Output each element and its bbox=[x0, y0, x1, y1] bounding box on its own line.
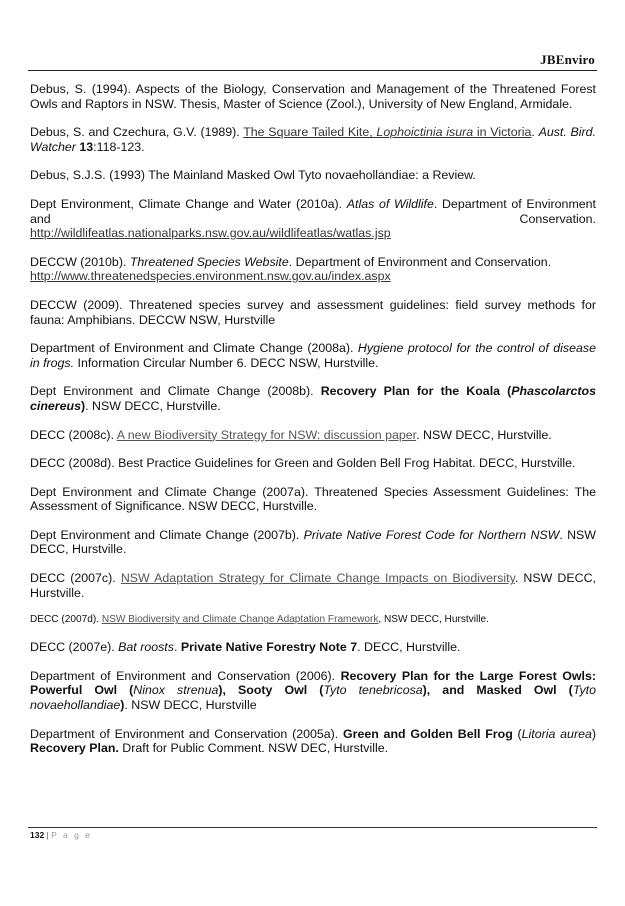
reference-item: DECC (2008d). Best Practice Guidelines for Green and Golden Bell Frog Habitat. DECC, Hurstville. bbox=[30, 456, 576, 471]
reference-item: Debus, S. and Czechura, G.V. (1989). The Square Tailed Kite, Lophoictinia isura in Victoria. Aust. Bird. Watcher 13:118-123. bbox=[30, 125, 597, 154]
reference-item: DECC (2007e). Bat roosts. Private Native Forestry Note 7. DECC, Hurstville. bbox=[30, 640, 461, 655]
footer-rule bbox=[28, 827, 597, 828]
header-rule bbox=[28, 70, 597, 71]
reference-list bbox=[30, 82, 596, 770]
reference-item: Department of Environment and Climate Change (2008a). Hygiene protocol for the control of disease in frogs. Information Circular Number 6. DECC NSW, Hurstville. bbox=[30, 341, 596, 370]
reference-link[interactable]: NSW Adaptation Strategy for Climate Change Impacts on Biodiversity bbox=[120, 571, 515, 586]
reference-item: Debus, S. (1994). Aspects of the Biology, Conservation and Management of the Threatened Forest Owls and Raptors in NSW. Thesis, Master of Science (Zool.), University of New England, Armidale. bbox=[30, 82, 596, 111]
reference-item: DECC (2008c). A new Biodiversity Strategy for NSW: discussion paper. NSW DECC, Hurstville. bbox=[30, 427, 552, 442]
reference-item: DECCW (2010b). Threatened Species Website. Department of Environment and Conservation. http://www.threatenedspecies.environment.nsw.gov.au/index.aspx bbox=[30, 254, 552, 284]
reference-url-link[interactable]: http://www.threatenedspecies.environment.nsw.gov.au/index.aspx bbox=[30, 269, 391, 284]
page-number: 132 bbox=[30, 830, 45, 840]
header-brand: JBEnviro bbox=[540, 52, 595, 67]
reference-item: DECC (2007c). NSW Adaptation Strategy for Climate Change Impacts on Biodiversity. NSW DECC, Hurstville. bbox=[30, 571, 596, 600]
reference-item: Dept Environment, Climate Change and Water (2010a). Atlas of Wildlife. Department of Environment and Conservation. http://wildlifeatlas.nationalparks.nsw.gov.au/wildlifeatlas/watlas.jsp bbox=[30, 196, 596, 241]
reference-link[interactable]: A new Biodiversity Strategy for NSW: discussion paper bbox=[116, 427, 417, 442]
reference-item: DECCW (2009). Threatened species survey and assessment guidelines: field survey methods for fauna: Amphibians. DECCW NSW, Hurstville bbox=[30, 297, 596, 327]
reference-link[interactable]: The Square Tailed Kite, Lophoictinia isura in Victoria bbox=[243, 125, 532, 140]
reference-link[interactable]: NSW Biodiversity and Climate Change Adaptation Framework bbox=[101, 614, 379, 626]
page-footer: 132 | P a g e bbox=[30, 830, 92, 840]
reference-item: Dept Environment and Climate Change (2008b). Recovery Plan for the Koala (Phascolarctos cinereus). NSW DECC, Hurstville. bbox=[30, 384, 596, 413]
reference-item: Dept Environment and Climate Change (2007b). Private Native Forest Code for Northern NSW. NSW DECC, Hurstville. bbox=[30, 527, 596, 557]
reference-item: Debus, S.J.S. (1993) The Mainland Masked Owl Tyto novaehollandiae: a Review. bbox=[30, 168, 476, 183]
reference-item: Dept Environment and Climate Change (2007a). Threatened Species Assessment Guidelines: The Assessment of Significance. NSW DECC, Hurstville. bbox=[30, 484, 596, 514]
page-label: P a g e bbox=[51, 830, 92, 840]
reference-item: DECC (2007d). NSW Biodiversity and Climate Change Adaptation Framework, NSW DECC, Hurstville. bbox=[30, 614, 489, 626]
reference-item: Department of Environment and Conservation (2006). Recovery Plan for the Large Forest Owls: Powerful Owl (Ninox strenua), Sooty Owl (Tyto tenebricosa), and Masked Owl (Tyto novaehollandiae). NSW DECC, Hurstville bbox=[30, 668, 596, 713]
reference-item: Department of Environment and Conservation (2005a). Green and Golden Bell Frog (Litoria aurea) Recovery Plan. Draft for Public Comment. NSW DEC, Hurstville. bbox=[30, 726, 596, 756]
reference-url-link[interactable]: http://wildlifeatlas.nationalparks.nsw.gov.au/wildlifeatlas/watlas.jsp bbox=[30, 226, 391, 241]
